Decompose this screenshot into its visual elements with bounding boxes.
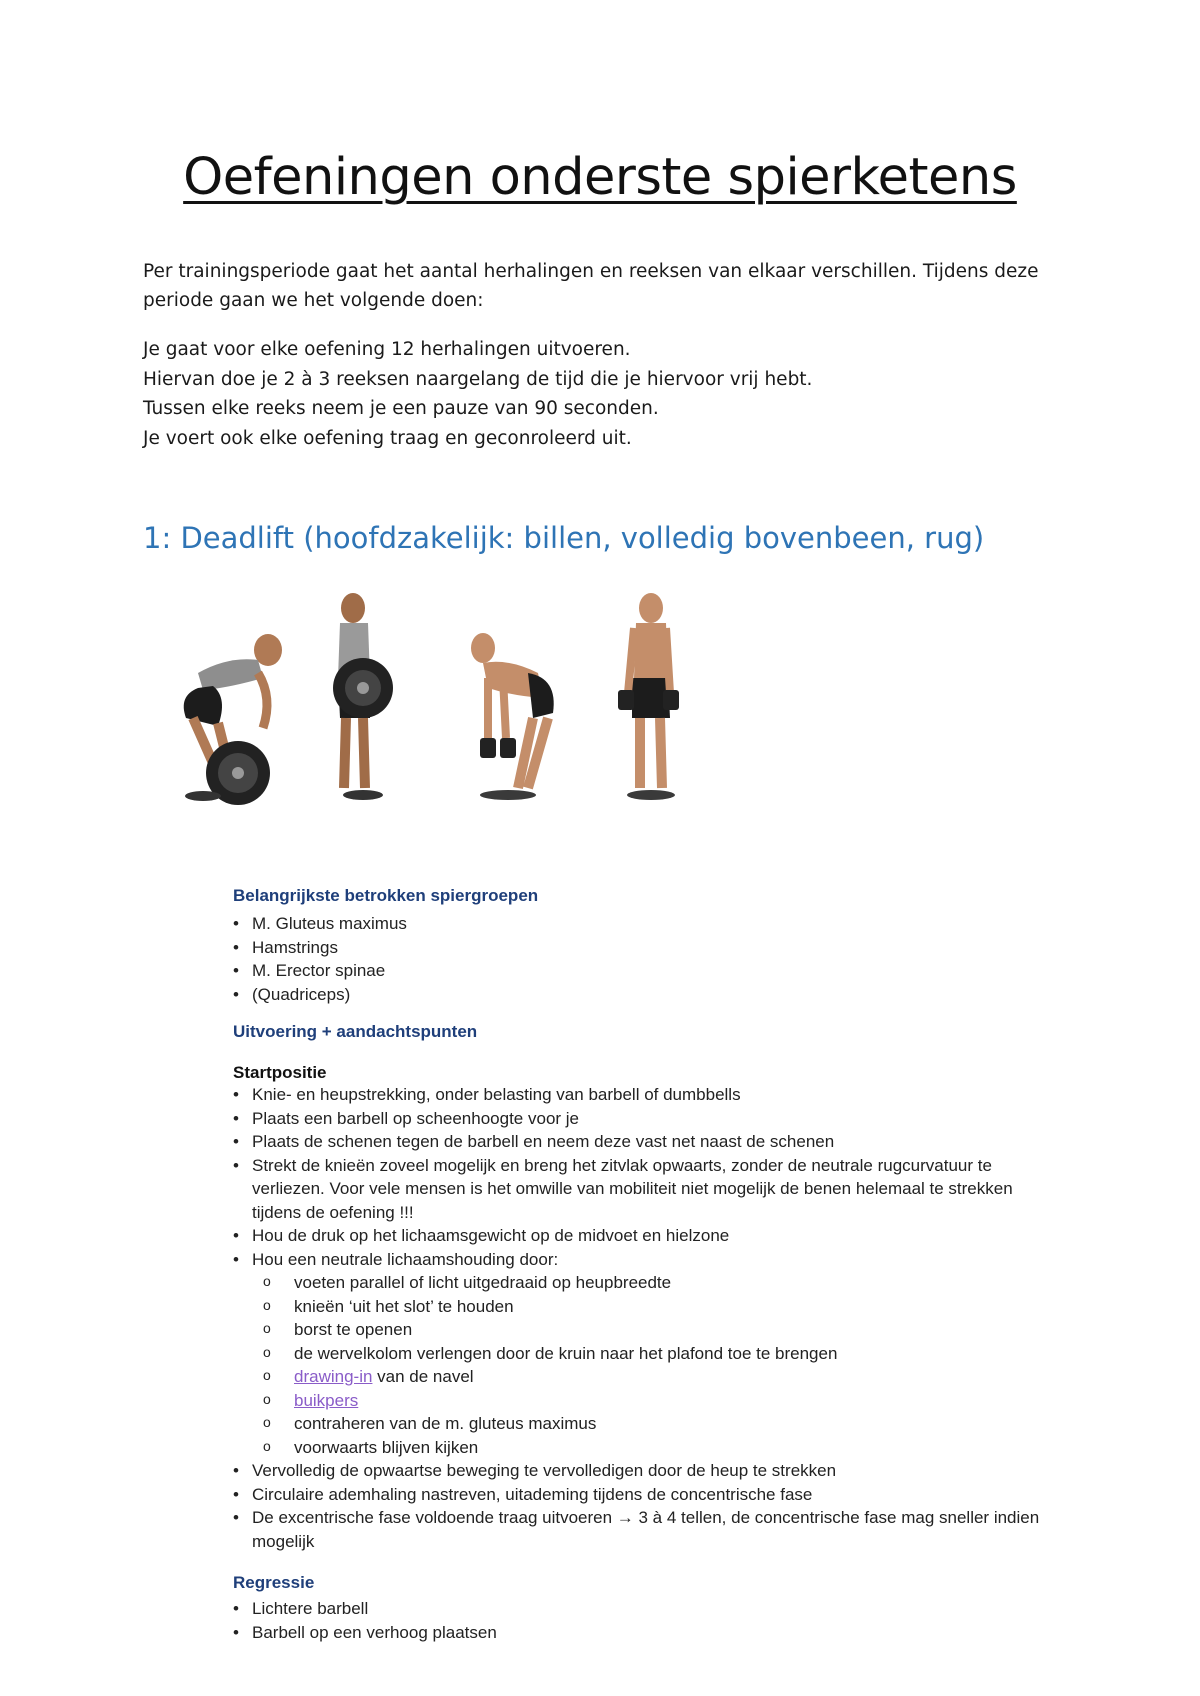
- start-list: [233, 1083, 1053, 1271]
- drawing-in-link[interactable]: drawing-in: [294, 1367, 373, 1386]
- list-item: • (Quadriceps): [233, 983, 1053, 1007]
- rule-line: Je voert ook elke oefening traag en geconroleerd uit.: [143, 427, 632, 449]
- exercise-details: [233, 886, 1053, 1644]
- list-item: • Plaats de schenen tegen de barbell en neem deze vast net naast de schenen: [233, 1130, 1053, 1154]
- sub-list-item: o contraheren van de m. gluteus maximus: [233, 1412, 1053, 1436]
- list-item: • Knie- en heupstrekking, onder belasting van barbell of dumbbells: [233, 1083, 1053, 1107]
- list-item: • Hou de druk op het lichaamsgewicht op de midvoet en hielzone: [233, 1224, 1053, 1248]
- sub-list-item: [233, 1389, 1053, 1413]
- rule-line: Je gaat voor elke oefening 12 herhalingen uitvoeren.: [143, 339, 631, 360]
- list-item: • De excentrische fase voldoende traag uitvoeren → 3 à 4 tellen, de concentrische fase mag sneller indien mogelijk: [233, 1506, 1053, 1553]
- list-item: • M. Erector spinae: [233, 959, 1053, 983]
- rule-line: Hiervan doe je 2 à 3 reeksen naargelang de tijd die je hiervoor vrij hebt.: [143, 368, 813, 390]
- sub-list-item: o knieën ‘uit het slot’ te houden: [233, 1295, 1053, 1319]
- section-heading-deadlift: 1: Deadlift (hoofdzakelijk: billen, volledig bovenbeen, rug): [143, 521, 985, 555]
- buikpers-link[interactable]: buikpers: [294, 1390, 359, 1410]
- intro-paragraph: Per trainingsperiode gaat het aantal herhalingen en reeksen van elkaar verschillen. Tijdens deze periode gaan we het volgende doen:: [143, 261, 1039, 311]
- start-heading: Startpositie: [233, 1063, 327, 1082]
- sub-list-item: o de wervelkolom verlengen door de kruin naar het plafond toe te brengen: [233, 1342, 1053, 1366]
- list-item: • Plaats een barbell op scheenhoogte voor je: [233, 1107, 1053, 1131]
- rule-line: Tussen elke reeks neem je een pauze van 90 seconden.: [143, 398, 659, 419]
- muscles-list: [233, 912, 1053, 1006]
- list-item: • Strekt de knieën zoveel mogelijk en breng het zitvlak opwaarts, zonder de neutrale rugcurvatuur te verliezen. Voor vele mensen is het omwille van mobiliteit niet mogelijk de benen helemaal te strekken tijdens de oefening !!!: [233, 1154, 1053, 1225]
- muscles-heading: Belangrijkste betrokken spiergroepen: [233, 886, 539, 905]
- start-list-continued: [233, 1459, 1053, 1553]
- sub-list-item-text: van de navel: [377, 1367, 474, 1386]
- regression-heading: Regressie: [233, 1573, 315, 1592]
- list-item: • Vervolledig de opwaartse beweging te vervolledigen door de heup te strekken: [233, 1459, 1053, 1483]
- list-item: • Hamstrings: [233, 936, 1053, 960]
- regression-list: [233, 1597, 1053, 1644]
- list-item: • Hou een neutrale lichaamshouding door:: [233, 1248, 1053, 1272]
- deadlift-illustration: [158, 578, 760, 828]
- execution-heading: Uitvoering + aandachtspunten: [233, 1022, 478, 1041]
- page-title: Oefeningen onderste spierketens: [183, 148, 1017, 207]
- sub-list-item: o borst te openen: [233, 1318, 1053, 1342]
- list-item: • M. Gluteus maximus: [233, 912, 1053, 936]
- sub-list-item: [233, 1365, 1053, 1389]
- list-item: • Barbell op een verhoog plaatsen: [233, 1621, 1053, 1645]
- list-item: • Circulaire ademhaling nastreven, uitademing tijdens de concentrische fase: [233, 1483, 1053, 1507]
- posture-sub-list: [233, 1271, 1053, 1459]
- training-rules: [143, 335, 1043, 453]
- sub-list-item: o voorwaarts blijven kijken: [233, 1436, 1053, 1460]
- list-item: • Lichtere barbell: [233, 1597, 1053, 1621]
- sub-list-item: o voeten parallel of licht uitgedraaid op heupbreedte: [233, 1271, 1053, 1295]
